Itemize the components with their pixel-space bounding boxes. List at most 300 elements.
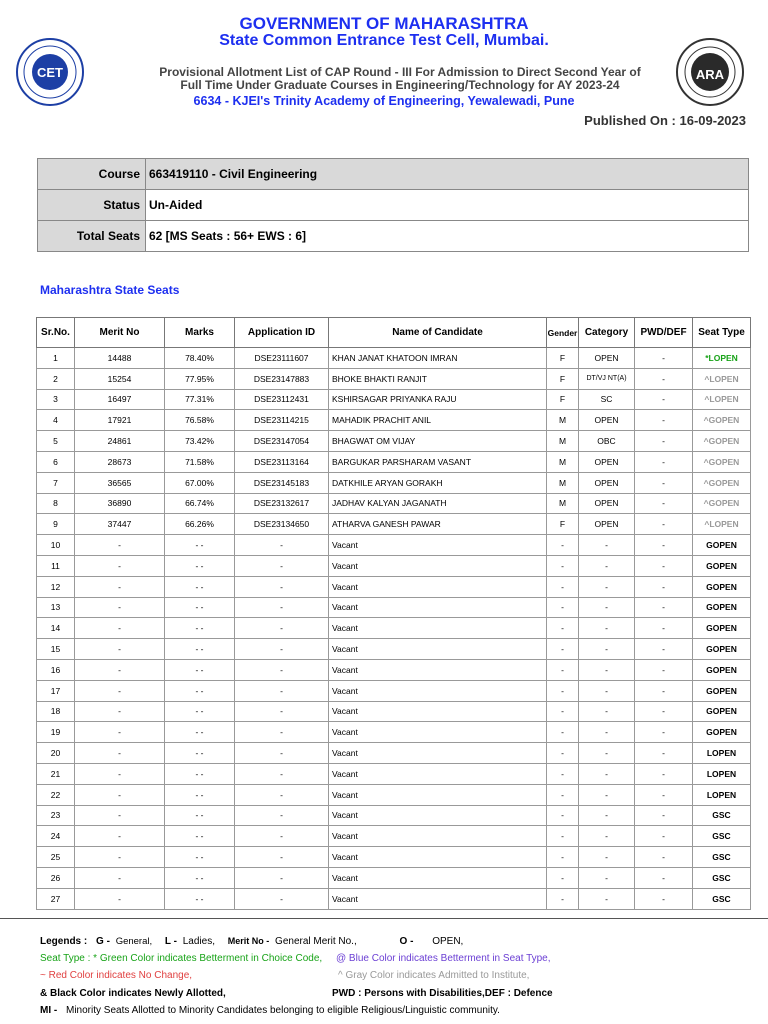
legend-g-key: G - [96, 936, 110, 947]
seat-type-cell: GOPEN [693, 535, 751, 556]
pwd-def-cell: - [635, 680, 693, 701]
pwd-def-cell: - [635, 431, 693, 452]
gender-cell: - [547, 576, 579, 597]
marks-cell: 77.31% [165, 389, 235, 410]
application-id-cell: - [235, 597, 329, 618]
seat-type-cell: GOPEN [693, 659, 751, 680]
table-row [37, 805, 751, 826]
gender-cell: - [547, 763, 579, 784]
seat-type-cell: LOPEN [693, 784, 751, 805]
application-id-cell: - [235, 618, 329, 639]
pwd-def-cell: - [635, 867, 693, 888]
candidate-name-cell: Vacant [329, 639, 547, 660]
seat-type-cell: GOPEN [693, 639, 751, 660]
application-id-cell: DSE23134650 [235, 514, 329, 535]
candidate-name-cell: Vacant [329, 805, 547, 826]
table-row [37, 701, 751, 722]
seat-type-cell: GOPEN [693, 701, 751, 722]
merit-no-cell: - [75, 618, 165, 639]
application-id-cell: - [235, 763, 329, 784]
seat-type-cell: GOPEN [693, 618, 751, 639]
total-seats-value: 62 [MS Seats : 56+ EWS : 6] [146, 221, 749, 252]
marks-cell: - - [165, 535, 235, 556]
table-row [37, 472, 751, 493]
course-info-table [37, 158, 749, 252]
category-cell: - [579, 763, 635, 784]
table-row [37, 597, 751, 618]
marks-cell: - - [165, 576, 235, 597]
marks-cell: - - [165, 680, 235, 701]
pwd-def-cell: - [635, 597, 693, 618]
pwd-def-cell: - [635, 493, 693, 514]
merit-no-cell: - [75, 680, 165, 701]
category-cell: - [579, 701, 635, 722]
category-cell: - [579, 826, 635, 847]
merit-no-cell: - [75, 701, 165, 722]
legend-pwd: PWD : Persons with Disabilities,DEF : Defence [332, 988, 553, 999]
sr-no-cell: 23 [37, 805, 75, 826]
application-id-cell: DSE23147054 [235, 431, 329, 452]
gender-cell: - [547, 639, 579, 660]
merit-no-cell: - [75, 555, 165, 576]
seat-type-cell: ^LOPEN [693, 514, 751, 535]
table-row [37, 888, 751, 909]
table-row [37, 368, 751, 389]
gender-cell: - [547, 888, 579, 909]
marks-cell: - - [165, 805, 235, 826]
merit-no-cell: - [75, 743, 165, 764]
sr-no-cell: 24 [37, 826, 75, 847]
marks-cell: 76.58% [165, 410, 235, 431]
application-id-cell: - [235, 639, 329, 660]
legend-o-val: OPEN, [432, 936, 464, 947]
marks-cell: - - [165, 743, 235, 764]
merit-no-cell: - [75, 597, 165, 618]
table-row [37, 348, 751, 369]
marks-cell: 73.42% [165, 431, 235, 452]
marks-cell: 66.74% [165, 493, 235, 514]
sr-no-cell: 6 [37, 451, 75, 472]
gender-cell: F [547, 514, 579, 535]
total-seats-row [38, 221, 749, 252]
gender-cell: - [547, 535, 579, 556]
table-row [37, 784, 751, 805]
candidate-name-cell: Vacant [329, 535, 547, 556]
col-header: Seat Type [693, 318, 751, 348]
candidate-name-cell: Vacant [329, 826, 547, 847]
category-cell: - [579, 618, 635, 639]
marks-cell: 78.40% [165, 348, 235, 369]
category-cell: - [579, 659, 635, 680]
category-cell: - [579, 722, 635, 743]
category-cell: - [579, 555, 635, 576]
table-header-row [37, 318, 751, 348]
gender-cell: F [547, 368, 579, 389]
legend-mi [40, 1005, 500, 1016]
marks-cell: - - [165, 784, 235, 805]
category-cell: OPEN [579, 348, 635, 369]
pwd-def-cell: - [635, 535, 693, 556]
candidate-name-cell: JADHAV KALYAN JAGANATH [329, 493, 547, 514]
merit-no-cell: 36565 [75, 472, 165, 493]
gender-cell: - [547, 659, 579, 680]
cet-logo-text: CET [37, 65, 63, 80]
pwd-def-cell: - [635, 639, 693, 660]
gender-cell: - [547, 847, 579, 868]
candidate-name-cell: Vacant [329, 722, 547, 743]
candidate-name-cell: Vacant [329, 763, 547, 784]
legend-line-1 [40, 936, 463, 947]
candidate-name-cell: Vacant [329, 597, 547, 618]
legend-g-val: General, [115, 936, 153, 947]
sr-no-cell: 11 [37, 555, 75, 576]
merit-no-cell: - [75, 535, 165, 556]
category-cell: OPEN [579, 493, 635, 514]
seat-type-cell: GSC [693, 805, 751, 826]
table-row [37, 618, 751, 639]
category-cell: OPEN [579, 514, 635, 535]
seat-type-cell: ^GOPEN [693, 493, 751, 514]
merit-no-cell: - [75, 784, 165, 805]
sr-no-cell: 10 [37, 535, 75, 556]
merit-no-cell: - [75, 867, 165, 888]
application-id-cell: - [235, 805, 329, 826]
gender-cell: F [547, 348, 579, 369]
sr-no-cell: 5 [37, 431, 75, 452]
application-id-cell: - [235, 888, 329, 909]
gender-cell: - [547, 784, 579, 805]
seat-type-cell: LOPEN [693, 743, 751, 764]
pwd-def-cell: - [635, 389, 693, 410]
gender-cell: - [547, 722, 579, 743]
candidate-name-cell: Vacant [329, 680, 547, 701]
marks-cell: 71.58% [165, 451, 235, 472]
legend-mi-key: MI - [40, 1005, 58, 1016]
table-row [37, 555, 751, 576]
course-value: 663419110 - Civil Engineering [146, 159, 749, 190]
candidate-name-cell: KSHIRSAGAR PRIYANKA RAJU [329, 389, 547, 410]
sr-no-cell: 7 [37, 472, 75, 493]
seat-type-cell: ^LOPEN [693, 368, 751, 389]
seat-type-cell: GOPEN [693, 597, 751, 618]
sr-no-cell: 14 [37, 618, 75, 639]
table-row [37, 451, 751, 472]
application-id-cell: - [235, 535, 329, 556]
legend-black: & Black Color indicates Newly Allotted, [40, 988, 226, 999]
table-row [37, 535, 751, 556]
merit-no-cell: - [75, 722, 165, 743]
status-row [38, 190, 749, 221]
candidate-name-cell: Vacant [329, 576, 547, 597]
pwd-def-cell: - [635, 826, 693, 847]
list-title-line1: Provisional Allotment List of CAP Round - III For Admission to Direct Second Year of [159, 65, 641, 79]
application-id-cell: - [235, 576, 329, 597]
candidate-name-cell: BHAGWAT OM VIJAY [329, 431, 547, 452]
legend-merit-val: General Merit No., [275, 936, 357, 947]
col-header: Gender [547, 318, 579, 348]
candidate-name-cell: DATKHILE ARYAN GORAKH [329, 472, 547, 493]
sr-no-cell: 19 [37, 722, 75, 743]
pwd-def-cell: - [635, 472, 693, 493]
application-id-cell: DSE23145183 [235, 472, 329, 493]
marks-cell: - - [165, 847, 235, 868]
category-cell: - [579, 597, 635, 618]
marks-cell: 66.26% [165, 514, 235, 535]
marks-cell: - - [165, 763, 235, 784]
pwd-def-cell: - [635, 368, 693, 389]
list-title [100, 66, 700, 92]
pwd-def-cell: - [635, 722, 693, 743]
marks-cell: - - [165, 597, 235, 618]
category-cell: - [579, 535, 635, 556]
marks-cell: - - [165, 659, 235, 680]
category-cell: OPEN [579, 410, 635, 431]
pwd-def-cell: - [635, 348, 693, 369]
pwd-def-cell: - [635, 888, 693, 909]
category-cell: DT/VJ NT(A) [579, 368, 635, 389]
merit-no-cell: - [75, 826, 165, 847]
pwd-def-cell: - [635, 618, 693, 639]
table-row [37, 722, 751, 743]
gender-cell: - [547, 555, 579, 576]
gender-cell: - [547, 597, 579, 618]
merit-no-cell: 24861 [75, 431, 165, 452]
pwd-def-cell: - [635, 410, 693, 431]
gender-cell: M [547, 410, 579, 431]
sr-no-cell: 16 [37, 659, 75, 680]
candidate-name-cell: Vacant [329, 743, 547, 764]
gender-cell: - [547, 743, 579, 764]
section-title: Maharashtra State Seats [40, 283, 180, 297]
category-cell: - [579, 805, 635, 826]
category-cell: - [579, 576, 635, 597]
legends-label: Legends : [40, 936, 88, 947]
category-cell: - [579, 743, 635, 764]
pwd-def-cell: - [635, 451, 693, 472]
pwd-def-cell: - [635, 576, 693, 597]
candidate-name-cell: Vacant [329, 888, 547, 909]
marks-cell: 67.00% [165, 472, 235, 493]
application-id-cell: - [235, 680, 329, 701]
gender-cell: - [547, 701, 579, 722]
sr-no-cell: 17 [37, 680, 75, 701]
table-row [37, 847, 751, 868]
table-row [37, 867, 751, 888]
candidate-name-cell: Vacant [329, 784, 547, 805]
sr-no-cell: 1 [37, 348, 75, 369]
seat-type-cell: LOPEN [693, 763, 751, 784]
sr-no-cell: 8 [37, 493, 75, 514]
table-row [37, 431, 751, 452]
seat-type-cell: GSC [693, 867, 751, 888]
col-header: Category [579, 318, 635, 348]
status-label: Status [38, 190, 146, 221]
sr-no-cell: 2 [37, 368, 75, 389]
merit-no-cell: 36890 [75, 493, 165, 514]
legend-merit-key: Merit No - [227, 936, 270, 946]
gender-cell: F [547, 389, 579, 410]
table-row [37, 514, 751, 535]
table-row [37, 826, 751, 847]
seat-type-cell: GSC [693, 847, 751, 868]
merit-no-cell: - [75, 763, 165, 784]
col-header: Sr.No. [37, 318, 75, 348]
pwd-def-cell: - [635, 514, 693, 535]
sr-no-cell: 18 [37, 701, 75, 722]
marks-cell: - - [165, 618, 235, 639]
pwd-def-cell: - [635, 784, 693, 805]
category-cell: - [579, 888, 635, 909]
gender-cell: - [547, 618, 579, 639]
candidate-name-cell: KHAN JANAT KHATOON IMRAN [329, 348, 547, 369]
merit-no-cell: 16497 [75, 389, 165, 410]
merit-no-cell: - [75, 805, 165, 826]
legend-l-key: L - [164, 936, 177, 947]
legend-l-val: Ladies, [182, 936, 215, 947]
table-row [37, 743, 751, 764]
col-header: Marks [165, 318, 235, 348]
category-cell: OBC [579, 431, 635, 452]
category-cell: - [579, 847, 635, 868]
col-header: Name of Candidate [329, 318, 547, 348]
pwd-def-cell: - [635, 763, 693, 784]
marks-cell: - - [165, 639, 235, 660]
sr-no-cell: 26 [37, 867, 75, 888]
status-value: Un-Aided [146, 190, 749, 221]
course-row [38, 159, 749, 190]
seat-type-cell: ^GOPEN [693, 472, 751, 493]
marks-cell: - - [165, 826, 235, 847]
gender-cell: - [547, 826, 579, 847]
legend-divider [0, 918, 768, 919]
gender-cell: M [547, 451, 579, 472]
legend-blue: @ Blue Color indicates Betterment in Seat Type, [336, 953, 551, 964]
category-cell: - [579, 867, 635, 888]
application-id-cell: - [235, 826, 329, 847]
marks-cell: - - [165, 722, 235, 743]
application-id-cell: - [235, 847, 329, 868]
category-cell: OPEN [579, 472, 635, 493]
institute-title: 6634 - KJEI's Trinity Academy of Engineering, Yewalewadi, Pune [193, 94, 575, 108]
table-row [37, 410, 751, 431]
candidate-name-cell: Vacant [329, 618, 547, 639]
merit-no-cell: - [75, 888, 165, 909]
application-id-cell: DSE23114215 [235, 410, 329, 431]
application-id-cell: DSE23132617 [235, 493, 329, 514]
seat-type-cell: GSC [693, 826, 751, 847]
total-seats-label: Total Seats [38, 221, 146, 252]
merit-no-cell: 14488 [75, 348, 165, 369]
pwd-def-cell: - [635, 701, 693, 722]
category-cell: OPEN [579, 451, 635, 472]
sr-no-cell: 13 [37, 597, 75, 618]
candidate-name-cell: BARGUKAR PARSHARAM VASANT [329, 451, 547, 472]
allotment-table [36, 317, 751, 910]
cell-title: State Common Entrance Test Cell, Mumbai. [219, 32, 549, 49]
col-header: Application ID [235, 318, 329, 348]
seat-type-cell: GOPEN [693, 722, 751, 743]
application-id-cell: - [235, 743, 329, 764]
seat-type-cell: ^GOPEN [693, 431, 751, 452]
legend-green: Seat Type : * Green Color indicates Betterment in Choice Code, [40, 953, 323, 964]
candidate-name-cell: ATHARVA GANESH PAWAR [329, 514, 547, 535]
table-row [37, 659, 751, 680]
marks-cell: - - [165, 867, 235, 888]
sr-no-cell: 12 [37, 576, 75, 597]
sr-no-cell: 4 [37, 410, 75, 431]
col-header: Merit No [75, 318, 165, 348]
candidate-name-cell: Vacant [329, 659, 547, 680]
gender-cell: M [547, 472, 579, 493]
table-row [37, 763, 751, 784]
pwd-def-cell: - [635, 847, 693, 868]
merit-no-cell: 37447 [75, 514, 165, 535]
published-date: Published On : 16-09-2023 [584, 113, 746, 128]
merit-no-cell: 17921 [75, 410, 165, 431]
category-cell: - [579, 784, 635, 805]
sr-no-cell: 22 [37, 784, 75, 805]
ara-logo-text: ARA [695, 67, 725, 82]
table-row [37, 493, 751, 514]
category-cell: - [579, 680, 635, 701]
candidate-name-cell: BHOKE BHAKTI RANJIT [329, 368, 547, 389]
seat-type-cell: ^LOPEN [693, 389, 751, 410]
marks-cell: - - [165, 701, 235, 722]
course-label: Course [38, 159, 146, 190]
table-row [37, 389, 751, 410]
category-cell: - [579, 639, 635, 660]
legend-gray: ^ Gray Color indicates Admitted to Institute, [338, 970, 530, 981]
application-id-cell: - [235, 867, 329, 888]
legend-o-key: O - [399, 936, 414, 947]
table-row [37, 680, 751, 701]
gender-cell: M [547, 493, 579, 514]
gender-cell: - [547, 867, 579, 888]
candidate-name-cell: Vacant [329, 701, 547, 722]
merit-no-cell: - [75, 659, 165, 680]
seat-type-cell: GSC [693, 888, 751, 909]
merit-no-cell: - [75, 847, 165, 868]
marks-cell: - - [165, 888, 235, 909]
application-id-cell: DSE23147883 [235, 368, 329, 389]
table-body [37, 348, 751, 910]
application-id-cell: - [235, 722, 329, 743]
gender-cell: - [547, 680, 579, 701]
candidate-name-cell: Vacant [329, 867, 547, 888]
seat-type-cell: ^GOPEN [693, 451, 751, 472]
seat-type-cell: ^GOPEN [693, 410, 751, 431]
sr-no-cell: 20 [37, 743, 75, 764]
gender-cell: - [547, 805, 579, 826]
category-cell: SC [579, 389, 635, 410]
marks-cell: 77.95% [165, 368, 235, 389]
sr-no-cell: 15 [37, 639, 75, 660]
page-header [0, 0, 768, 140]
application-id-cell: - [235, 784, 329, 805]
sr-no-cell: 25 [37, 847, 75, 868]
marks-cell: - - [165, 555, 235, 576]
candidate-name-cell: Vacant [329, 555, 547, 576]
sr-no-cell: 27 [37, 888, 75, 909]
pwd-def-cell: - [635, 805, 693, 826]
legend-red: ~ Red Color indicates No Change, [40, 970, 193, 981]
merit-no-cell: - [75, 639, 165, 660]
table-row [37, 639, 751, 660]
legend-mi-val: Minority Seats Allotted to Minority Candidates belonging to eligible Religious/Linguistic community. [66, 1005, 500, 1016]
application-id-cell: - [235, 701, 329, 722]
application-id-cell: - [235, 555, 329, 576]
pwd-def-cell: - [635, 743, 693, 764]
